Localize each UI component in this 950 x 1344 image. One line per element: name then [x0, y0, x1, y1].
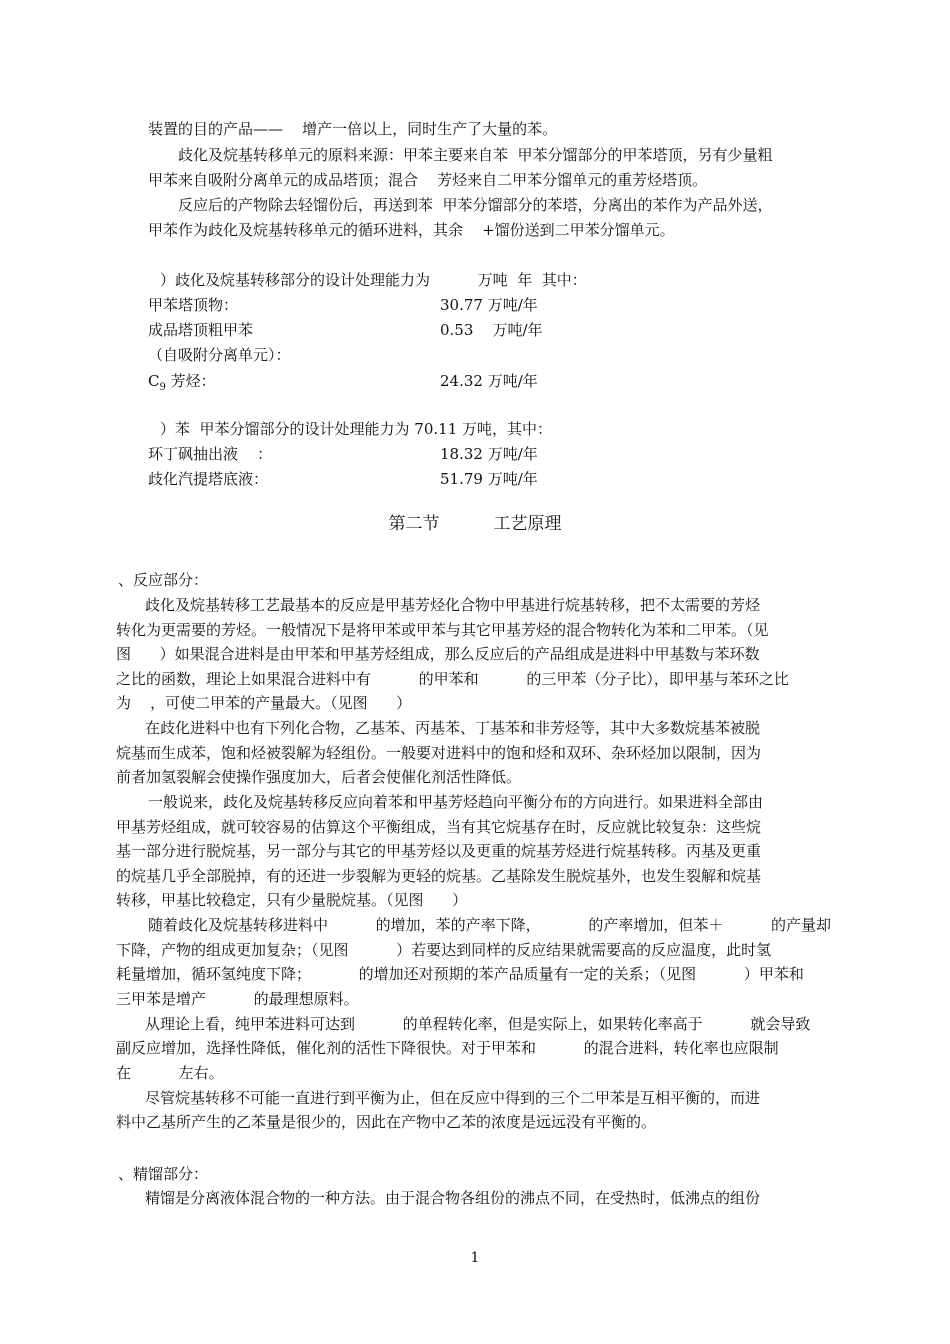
reaction-line: 歧化及烷基转移工艺最基本的反应是甲基芳烃化合物中甲基进行烷基转移，把不太需要的芳烃: [145, 596, 761, 614]
capacity1-row-1-label: 甲苯塔顶物：: [148, 296, 239, 314]
capacity2-row-1-value: 18.32 万吨/年: [440, 445, 538, 463]
reaction-line: 副反应增加，选择性降低，催化剂的活性下降很快。对于甲苯和 的混合进料，转化率也应限制: [116, 1039, 779, 1057]
capacity2-heading: ）苯 甲苯分馏部分的设计处理能力为 70.11 万吨，其中：: [160, 420, 553, 438]
distillation-heading: 、精馏部分：: [118, 1165, 209, 1183]
reaction-line: 尽管烷基转移不可能一直进行到平衡为止，但在反应中得到的三个二甲苯是互相平衡的，而进: [145, 1089, 761, 1107]
reaction-line: 图 ）如果混合进料是由甲苯和甲基芳烃组成，那么反应后的产品组成是进料中甲基数与苯环数: [116, 645, 760, 663]
c9-rest: 芳烃：: [165, 372, 216, 390]
reaction-line: 一般说来，歧化及烷基转移反应向着苯和甲基芳烃趋向平衡分布的方向进行。如果进料全部由: [148, 793, 764, 811]
distillation-line: 精馏是分离液体混合物的一种方法。由于混合物各组份的沸点不同，在受热时，低沸点的组份: [145, 1189, 761, 1207]
reaction-line: 的烷基几乎全部脱掉，有的还进一步裂解为更轻的烷基。乙基除发生脱烷基外，也发生裂解和烷基: [116, 867, 762, 885]
reaction-line: 在歧化进料中也有下列化合物，乙基苯、丙基苯、丁基苯和非芳烃等，其中大多数烷基苯被脱: [145, 719, 761, 737]
c9-subscript: 9: [159, 382, 166, 393]
reaction-line: 之比的函数，理论上如果混合进料中有 的甲苯和 的三甲苯（分子比），即甲基与苯环之比: [116, 670, 789, 688]
capacity1-row-2-label: 成品塔顶粗甲苯: [148, 321, 254, 339]
reaction-line: 料中乙基所产生的乙苯量是很少的，因此在产物中乙苯的浓度是远远没有平衡的。: [116, 1113, 657, 1131]
capacity1-row-1-value: 30.77 万吨/年: [440, 296, 538, 314]
section-title: 第二节 工艺原理: [388, 514, 562, 534]
reaction-line: 三甲苯是增产 的最理想原料。: [116, 990, 359, 1008]
reaction-line: 下降，产物的组成更加复杂；（见图 ）若要达到同样的反应结果就需要高的反应温度，此时氢: [116, 941, 772, 959]
capacity1-heading: ）歧化及烷基转移部分的设计处理能力为 万吨 年 其中：: [160, 271, 587, 289]
reaction-line: 耗量增加，循环氢纯度下降； 的增加还对预期的苯产品质量有一定的关系；（见图 ）甲苯和: [116, 965, 804, 983]
capacity2-row-2-label: 歧化汽提塔底液：: [148, 470, 269, 488]
page-number: 1: [470, 1250, 480, 1266]
intro-line-1: 装置的目的产品—— 增产一倍以上，同时生产了大量的苯。: [148, 120, 558, 138]
reaction-line: 转移，甲基比较稳定，只有少量脱烷基。（见图 ）: [116, 891, 468, 909]
c9-main: C: [148, 372, 160, 390]
capacity2-row-2-value: 51.79 万吨/年: [440, 470, 538, 488]
reaction-line: 基一部分进行脱烷基，另一部分与其它的甲基芳烃以及更重的烷基芳烃进行烷基转移。丙基及更重: [116, 842, 762, 860]
intro-line-3: 甲苯来自吸附分离单元的成品塔顶；混合 芳烃来自二甲苯分馏单元的重芳烃塔顶。: [148, 171, 708, 189]
capacity1-row-3-label: （自吸附分离单元）：: [148, 346, 291, 364]
reaction-line: 转化为更需要的芳烃。一般情况下是将甲苯或甲苯与其它甲基芳烃的混合物转化为苯和二甲苯。（见: [116, 621, 769, 639]
capacity1-row-4-value: 24.32 万吨/年: [440, 372, 538, 390]
capacity2-row-1-label: 环丁砜抽出液 ：: [148, 445, 273, 463]
reaction-line: 为 ，可使二甲苯的产量最大。（见图 ）: [116, 694, 412, 712]
reaction-heading: 、反应部分：: [118, 571, 209, 589]
reaction-line: 前者加氢裂解会使操作强度加大，后者会使催化剂活性降低。: [116, 768, 522, 786]
intro-line-5: 甲苯作为歧化及烷基转移单元的循环进料，其余 +馏份送到二甲苯分馏单元。: [148, 221, 675, 239]
reaction-line: 在 左右。: [116, 1064, 224, 1082]
capacity1-row-4-label: [148, 370, 216, 399]
reaction-line: 甲基芳烃组成，就可较容易的估算这个平衡组成，当有其它烷基存在时，反应就比较复杂：这些烷: [116, 818, 762, 836]
intro-line-4: 反应后的产物除去轻馏份后，再送到苯 甲苯分馏部分的苯塔，分离出的苯作为产品外送，: [178, 196, 773, 214]
reaction-line: 从理论上看，纯甲苯进料可达到 的单程转化率，但是实际上，如果转化率高于 就会导致: [145, 1015, 811, 1033]
reaction-line: 随着歧化及烷基转移进料中 的增加，苯的产率下降， 的产率增加，但苯＋ 的产量却: [148, 916, 832, 934]
capacity1-row-2-value: 0.53 万吨/年: [440, 321, 543, 339]
intro-line-2: 歧化及烷基转移单元的原料来源：甲苯主要来自苯 甲苯分馏部分的甲苯塔顶，另有少量粗: [178, 146, 773, 164]
reaction-line: 烷基而生成苯，饱和烃被裂解为轻组份。一般要对进料中的饱和烃和双环、杂环烃加以限制，因为: [116, 744, 762, 762]
